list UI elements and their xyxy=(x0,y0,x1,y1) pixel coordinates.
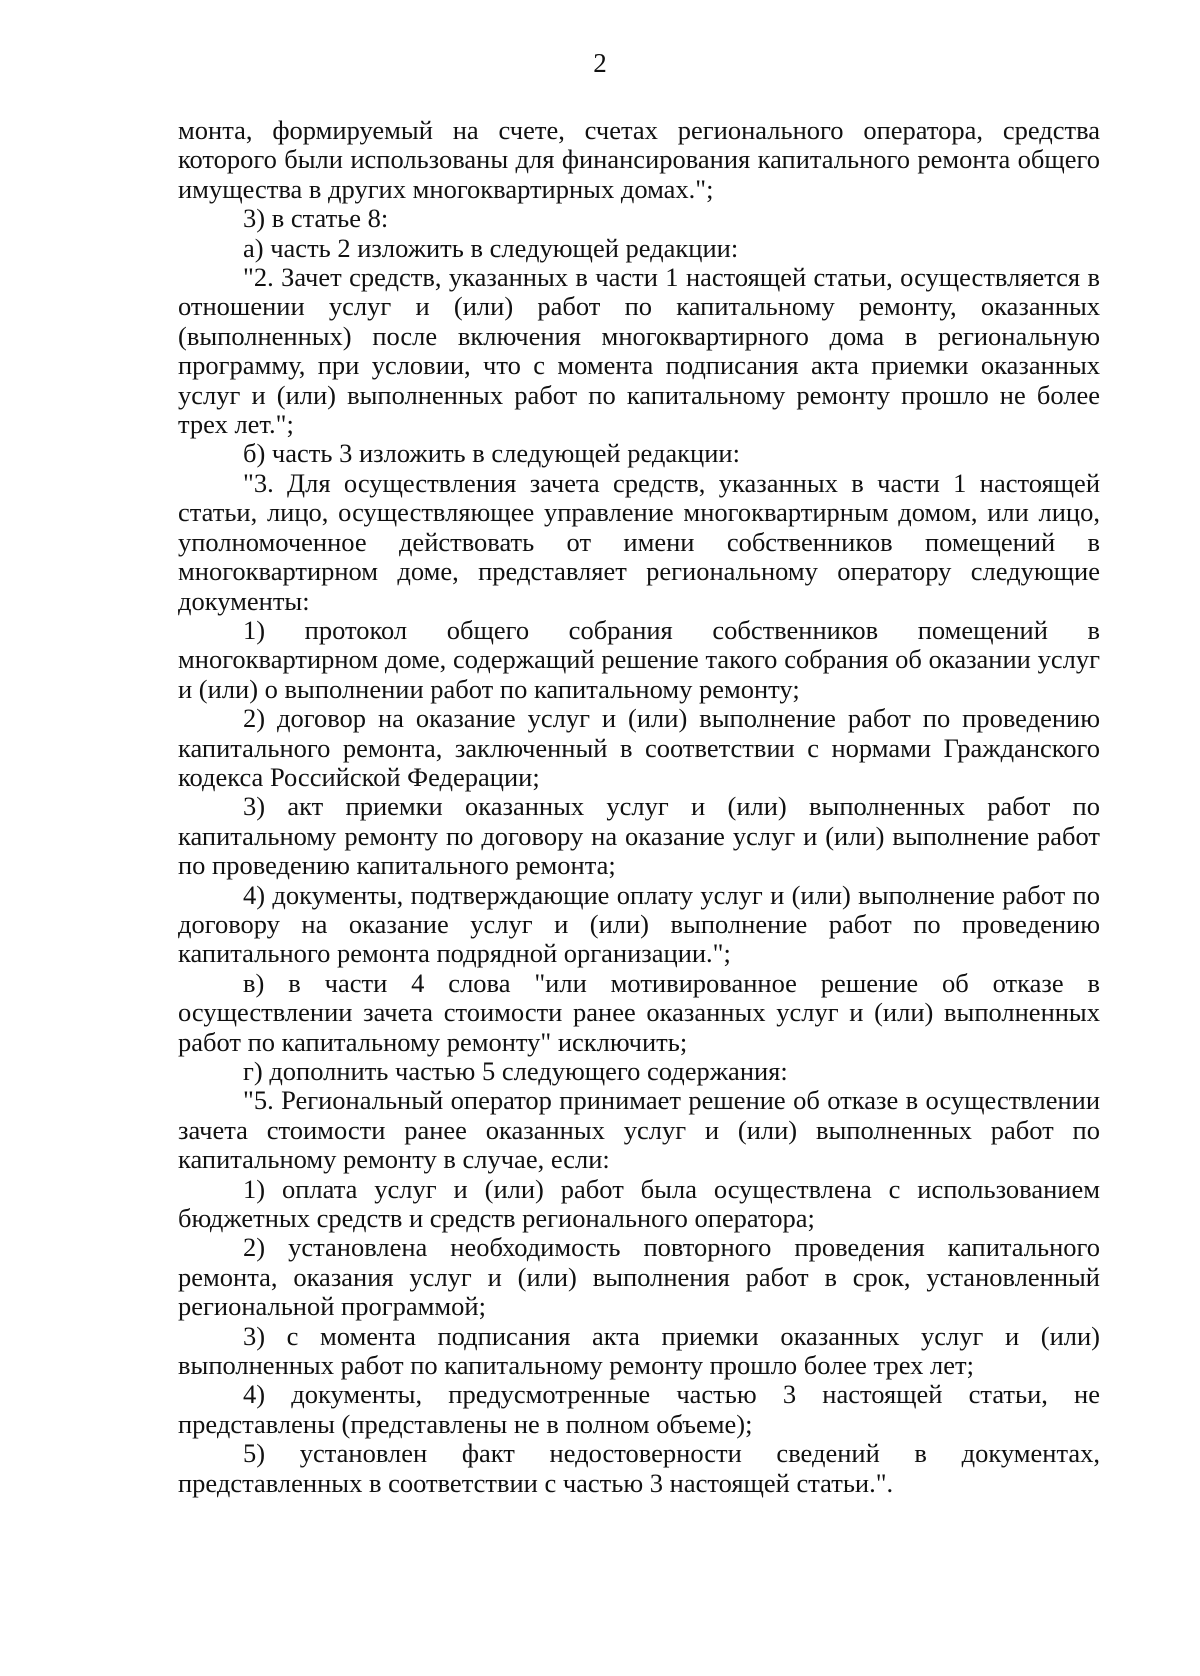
paragraph-part-3-text: "3. Для осуществления зачета средств, указанных в части 1 настоящей статьи, лицо, осуществляющее управление многоквартирным домом, или лицо, уполномоченное действовать от имени собственников помещений в многоквартирном доме, представляет региональному оператору следующие документы: xyxy=(178,467,1100,616)
paragraph-part-2-heading: а) часть 2 изложить в следующей редакции: xyxy=(243,232,739,263)
list-item-documents-missing: 4) документы, предусмотренные частью 3 настоящей статьи, не представлены (представлены не в полном объеме); xyxy=(178,1379,1100,1439)
page-number: 2 xyxy=(593,48,607,78)
paragraph-part-2-text: "2. Зачет средств, указанных в части 1 настоящей статьи, осуществляется в отношении услуг и (или) работ по капитальному ремонту, оказанных (выполненных) после включения многоквартирного дома в региональную программу, при условии, что с момента подписания акта приемки оказанных услуг и (или) выполненных работ по капитальному ремонту прошло не более трех лет."; xyxy=(178,262,1100,440)
paragraph-part-4-amendment: в) в части 4 слова "или мотивированное решение об отказе в осуществлении зачета стоимости ранее оказанных услуг и (или) выполненных работ по капитальному ремонту" исключить; xyxy=(178,967,1100,1057)
paragraph-part-3-heading: б) часть 3 изложить в следующей редакции: xyxy=(243,438,740,469)
paragraph-continuation: монта, формируемый на счете, счетах регионального оператора, средства которого были использованы для финансирования капитального ремонта общего имущества в других многоквартирных домах."; xyxy=(178,115,1100,204)
paragraph-part-5-text: "5. Региональный оператор принимает решение об отказе в осуществлении зачета стоимости ранее оказанных услуг и (или) выполненных работ по капитальному ремонту в случае, если: xyxy=(178,1085,1100,1175)
document-body xyxy=(178,116,1100,1498)
list-item-repeat-repair: 2) установлена необходимость повторного проведения капитального ремонта, оказания услуг и (или) выполнения работ в срок, установленный региональной программой; xyxy=(178,1232,1100,1322)
list-item-three-years: 3) с момента подписания акта приемки оказанных услуг и (или) выполненных работ по капитальному ремонту прошло более трех лет; xyxy=(178,1320,1100,1381)
list-item-false-information: 5) установлен факт недостоверности сведений в документах, представленных в соответствии с частью 3 настоящей статьи.". xyxy=(178,1438,1100,1498)
list-item-contract: 2) договор на оказание услуг и (или) выполнение работ по проведению капитального ремонта, заключенный в соответствии с нормами Гражданского кодекса Российской Федерации; xyxy=(178,703,1100,792)
paragraph-part-5-heading: г) дополнить частью 5 следующего содержания: xyxy=(243,1056,788,1086)
list-item-payment-documents: 4) документы, подтверждающие оплату услуг и (или) выполнение работ по договору на оказание услуг и (или) выполнение работ по проведению капитального ремонта подрядной организации."; xyxy=(178,879,1100,969)
list-item-budget-funds: 1) оплата услуг и (или) работ была осуществлена с использованием бюджетных средств и средств регионального оператора; xyxy=(178,1173,1100,1234)
paragraph-article-8: 3) в статье 8: xyxy=(243,203,389,234)
list-item-protocol: 1) протокол общего собрания собственников помещений в многоквартирном доме, содержащий решение такого собрания об оказании услуг и (или) о выполнении работ по капитальному ремонту; xyxy=(178,614,1100,704)
list-item-acceptance-act: 3) акт приемки оказанных услуг и (или) выполненных работ по капитальному ремонту по договору на оказание услуг и (или) выполнение работ по проведению капитального ремонта; xyxy=(178,791,1100,881)
